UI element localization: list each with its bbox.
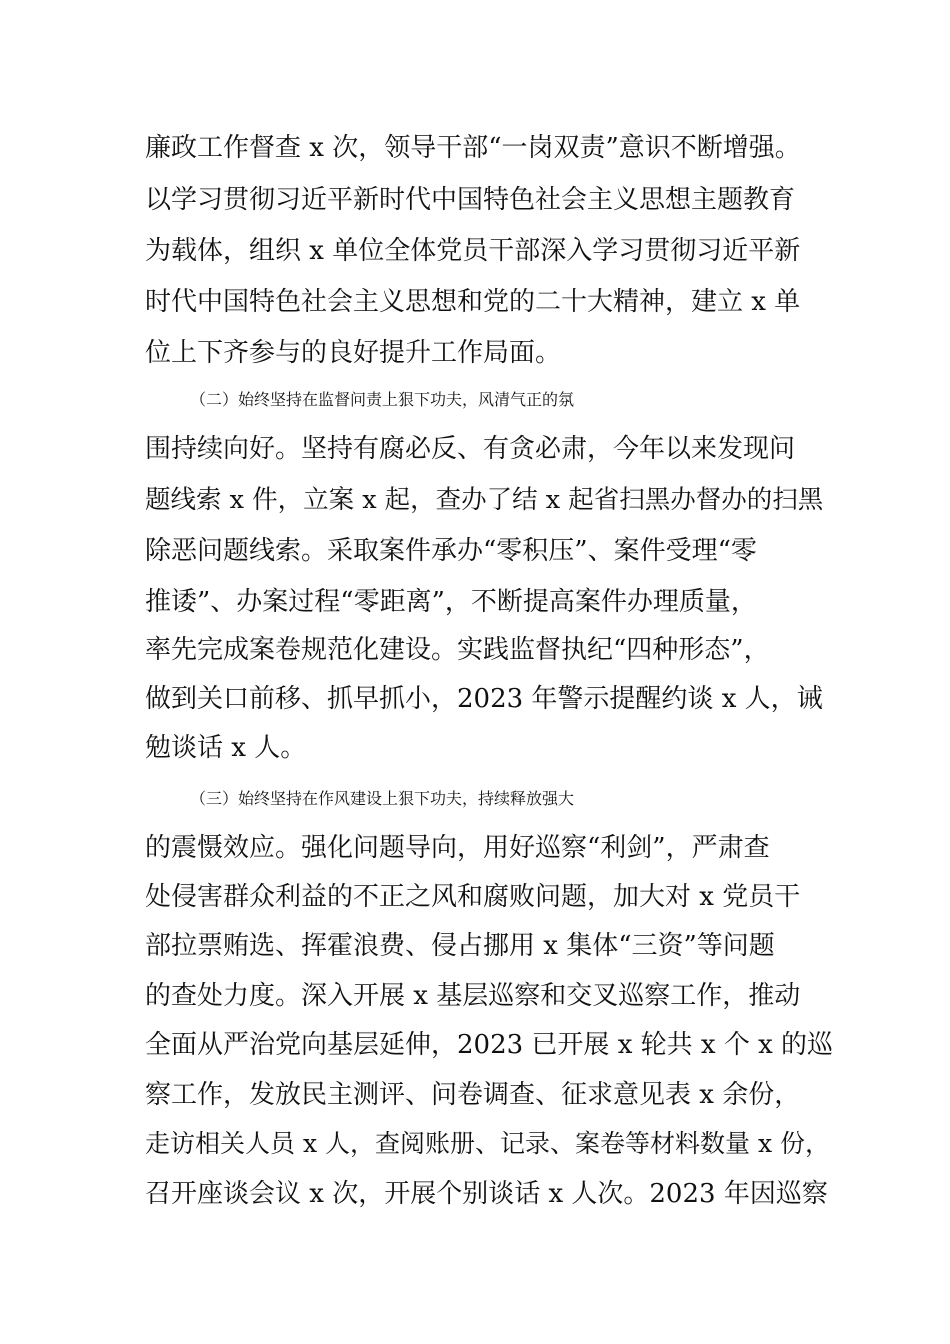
text-line: 围持续向好。坚持有腐必反、有贪必肃，今年以来发现问 <box>145 434 796 464</box>
text-line: 勉谈话 x 人。 <box>145 733 307 763</box>
text-line: 题线索 x 件，立案 x 起，查办了结 x 起省扫黑办督办的扫黑 <box>145 485 824 515</box>
paragraph-heading-3: （三）始终坚持在作风建设上狠下功夫，持续释放强大 <box>190 789 575 808</box>
text-line: 全面从严治党向基层延伸，2023 已开展 x 轮共 x 个 x 的巡 <box>145 1030 834 1060</box>
text-line: 做到关口前移、抓早抓小，2023 年警示提醒约谈 x 人，诫 <box>145 684 823 714</box>
text-line: 召开座谈会议 x 次，开展个别谈话 x 人次。2023 年因巡察 <box>145 1179 828 1209</box>
text-line: 的震慑效应。强化问题导向，用好巡察“利剑”，严肃查 <box>145 833 770 863</box>
text-line: 处侵害群众利益的不正之风和腐败问题，加大对 x 党员干 <box>145 882 801 912</box>
text-line: 率先完成案卷规范化建设。实践监督执纪“四种形态”， <box>145 635 770 665</box>
paragraph-heading-2: （二）始终坚持在监督问责上狠下功夫，风清气正的氛 <box>190 390 575 409</box>
text-line: 廉政工作督查 x 次，领导干部“一岗双责”意识不断增强。 <box>145 133 801 163</box>
text-line: 位上下齐参与的良好提升工作局面。 <box>145 338 562 368</box>
text-line: 的查处力度。深入开展 x 基层巡察和交叉巡察工作，推动 <box>145 981 801 1011</box>
text-line: 推诿”、办案过程“零距离”，不断提高案件办理质量， <box>145 587 757 617</box>
text-line: 以学习贯彻习近平新时代中国特色社会主义思想主题教育 <box>145 185 796 215</box>
text-line: 除恶问题线索。采取案件承办“零积压”、案件受理“零 <box>145 536 757 566</box>
text-line: 走访相关人员 x 人，查阅账册、记录、案卷等材料数量 x 份， <box>145 1129 830 1158</box>
text-line: 部拉票贿选、挥霍浪费、侵占挪用 x 集体“三资”等问题 <box>145 931 775 961</box>
text-line: 时代中国特色社会主义思想和党的二十大精神，建立 x 单 <box>145 287 801 317</box>
text-line: 为载体，组织 x 单位全体党员干部深入学习贯彻习近平新 <box>145 236 801 266</box>
text-line: 察工作，发放民主测评、问卷调查、征求意见表 x 余份， <box>145 1080 801 1110</box>
